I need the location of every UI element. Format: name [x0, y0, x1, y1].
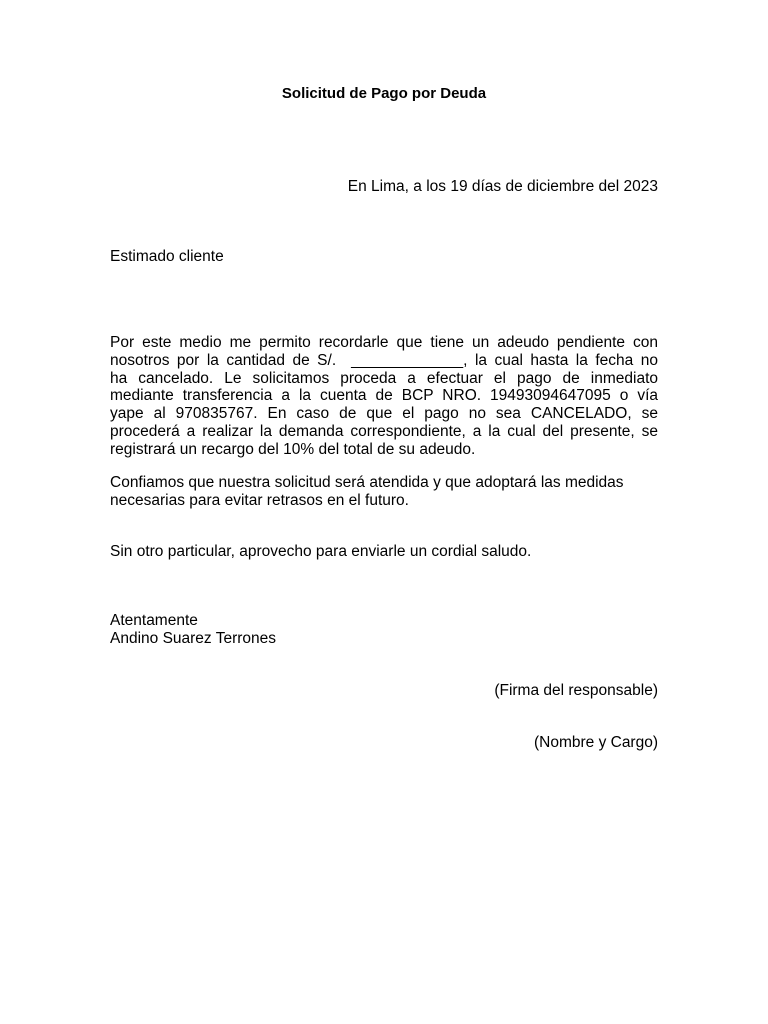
paragraph-line: Confiamos que nuestra solicitud será atendida y que adoptará las medidas — [110, 474, 624, 491]
document-title: Solicitud de Pago por Deuda — [281, 85, 487, 102]
date-line: En Lima, a los 19 días de diciembre del 2023 — [347, 178, 658, 195]
closing-salutation: Atentamente — [110, 612, 198, 629]
paragraph-farewell — [110, 543, 658, 561]
signature-label: (Firma del responsable) — [494, 682, 658, 699]
greeting: Estimado cliente — [110, 248, 224, 265]
paragraph-line: mediante transferencia a la cuenta de BCP NRO. 19493094647095 o vía — [110, 387, 658, 405]
paragraph-line: Por este medio me permito recordarle que tiene un adeudo pendiente con — [110, 334, 658, 351]
paragraph-payment-request — [110, 334, 658, 459]
paragraph-line: ha cancelado. Le solicitamos proceda a efectuar el pago de inmediato — [110, 369, 658, 387]
paragraph-line: Sin otro particular, aprovecho para enviarle un cordial saludo. — [110, 543, 532, 560]
paragraph-line: procederá a realizar la demanda correspondiente, a la cual del presente, se — [110, 422, 658, 440]
paragraph-line: yape al 970835767. En caso de que el pago no sea CANCELADO, se — [110, 405, 658, 423]
paragraph-trust — [110, 474, 658, 510]
paragraph-line: necesarias para evitar retrasos en el futuro. — [110, 491, 409, 509]
name-title-label: (Nombre y Cargo) — [533, 734, 658, 751]
paragraph-line: nosotros por la cantidad de S/. _____________, la cual hasta la fecha no — [110, 351, 658, 369]
paragraph-line: registrará un recargo del 10% del total de su adeudo. — [110, 440, 476, 458]
sender-name: Andino Suarez Terrones — [110, 630, 277, 647]
